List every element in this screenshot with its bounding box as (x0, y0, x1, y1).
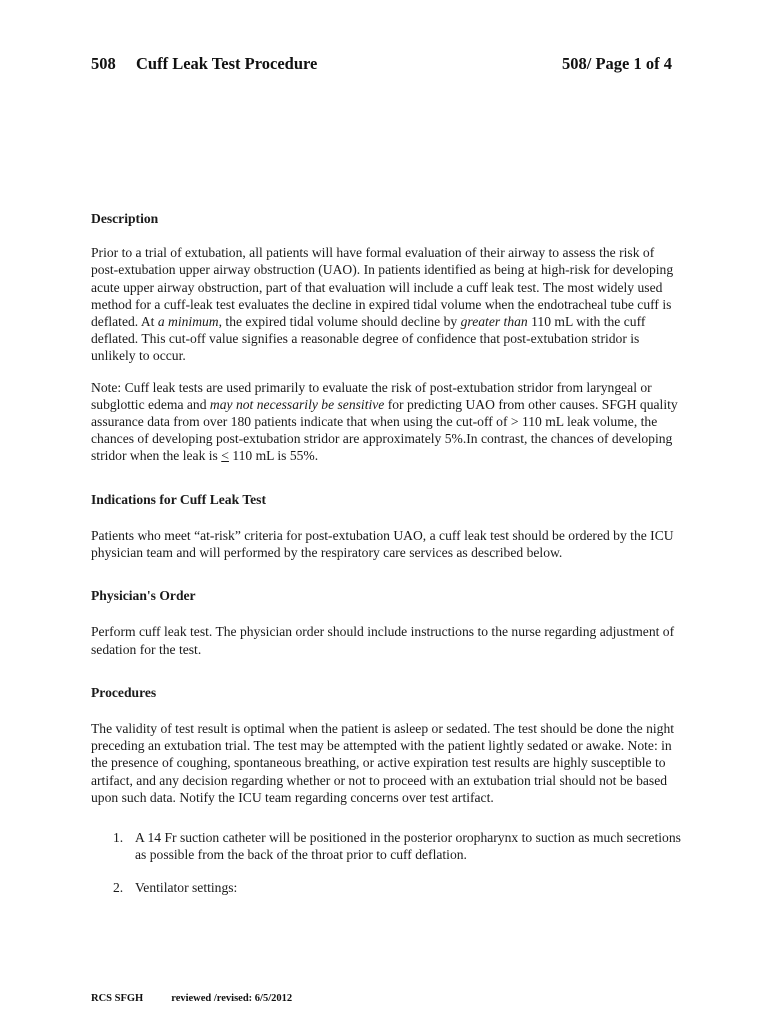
section-heading-physician-order: Physician's Order (91, 588, 196, 604)
header-title-group (91, 54, 317, 74)
section-heading-indications: Indications for Cuff Leak Test (91, 491, 266, 507)
section-heading-procedures: Procedures (91, 684, 157, 700)
description-paragraph-note: Note: Cuff leak tests are used primarily to evaluate the risk of post-extubation stridor from laryngeal or subglottic edema and may not necessarily be sensitive for predicting UAO from other causes. SFGH quality assurance data from over 180 patients indicate that when using the cut-off of > 110 mL leak volume, the chances of developing post-extubation stridor are approximately 5%.In contrast, the chances of developing stridor when the leak is < 110 mL is 55%. (91, 379, 678, 464)
emphasis-text: a minimum (157, 314, 219, 330)
step-number: 1. (113, 830, 124, 846)
emphasis-text: greater than (460, 314, 528, 330)
policy-title: Cuff Leak Test Procedure (136, 54, 318, 73)
less-equal-symbol: < (221, 448, 229, 464)
step-text: A 14 Fr suction catheter will be positioned in the posterior oropharynx to suction as much secretions as possible from the back of the throat prior to cuff deflation. (135, 830, 681, 863)
section-heading-description: Description (91, 211, 159, 226)
policy-number: 508 (91, 54, 116, 73)
procedure-steps-list (91, 829, 681, 897)
page-label: 508/ Page 1 of 4 (562, 54, 672, 73)
emphasis-text: may not necessarily be sensitive (209, 396, 385, 412)
page-footer (91, 993, 292, 1004)
indications-paragraph: Patients who meet “at-risk” criteria for post-extubation UAO, a cuff leak test should be ordered by the ICU physician team and will performed by the respiratory care services as described below. (91, 527, 674, 561)
document-body (91, 210, 681, 897)
list-item (91, 829, 681, 863)
list-item (91, 879, 681, 896)
step-text: Ventilator settings: (135, 880, 238, 896)
page-header (91, 54, 672, 74)
footer-reviewed-date: reviewed /revised: 6/5/2012 (171, 993, 293, 1004)
physician-order-paragraph: Perform cuff leak test. The physician order should include instructions to the nurse regarding adjustment of sedation for the test. (91, 624, 675, 657)
procedures-paragraph: The validity of test result is optimal when the patient is asleep or sedated. The test should be done the night preceding an extubation trial. The test may be attempted with the patient lightly sedated or awake. Note: in the presence of coughing, spontaneous breathing, or active expiration test results are highly susceptible to artifact, and any decision regarding whether or not to proceed with an extubation trial should not be based upon such data. Notify the ICU team regarding concerns over test artifact. (91, 721, 675, 805)
footer-org: RCS SFGH (91, 993, 144, 1004)
description-paragraph-1: Prior to a trial of extubation, all patients will have formal evaluation of their airway to assess the risk of post-extubation upper airway obstruction (UAO). In patients identified as being at high-risk for developing acute upper airway obstruction, part of that evaluation will include a cuff leak test. The most widely used method for a cuff-leak test evaluates the decline in expired tidal volume when the endotracheal tube cuff is deflated. At a minimum, the expired tidal volume should decline by greater than 110 mL with the cuff deflated. This cut-off value signifies a reasonable degree of confidence that post-extubation stridor is unlikely to occur. (91, 245, 674, 364)
step-number: 2. (113, 880, 124, 896)
